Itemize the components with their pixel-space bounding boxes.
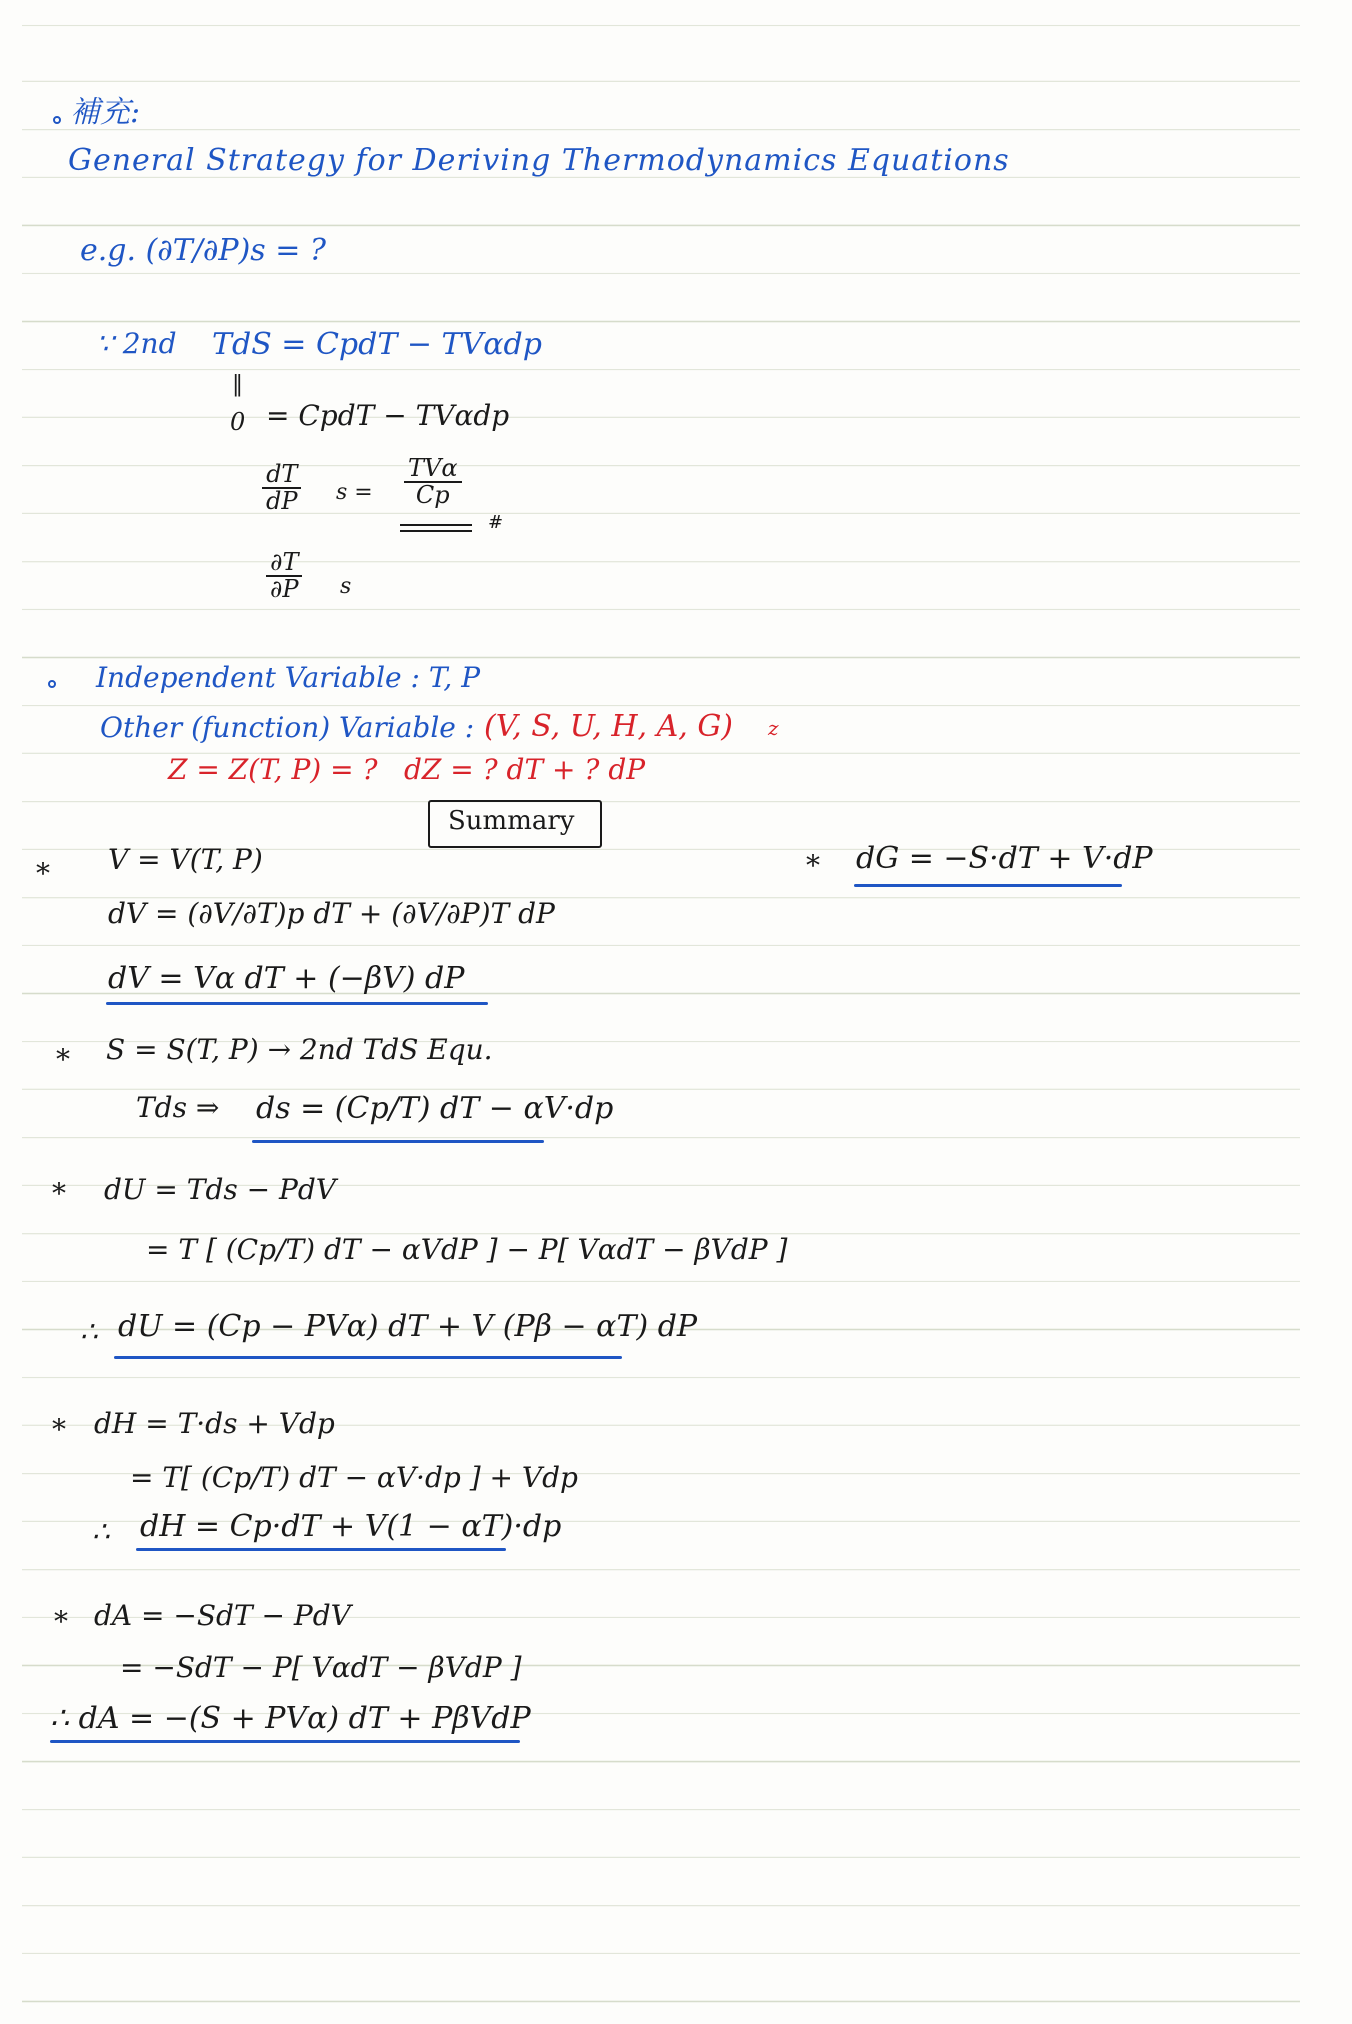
bullet-dot-icon <box>48 680 56 688</box>
supplement-label: 補充: <box>70 95 141 130</box>
end-mark: # <box>488 512 504 533</box>
right-margin <box>1300 0 1352 2024</box>
du-definition: dU = Tds − PdV <box>104 1173 336 1206</box>
partial-numerator: ∂T <box>266 550 302 577</box>
partial-subscript: s <box>340 574 352 599</box>
lhs-denominator: dP <box>266 487 298 516</box>
star-marker: * <box>52 1413 66 1446</box>
double-underline-bottom <box>400 530 472 532</box>
rhs-fraction <box>404 456 462 508</box>
star-marker: * <box>52 1177 66 1210</box>
lhs-subscript: s = <box>336 480 373 505</box>
therefore-mark: ∴ <box>80 1315 98 1348</box>
bullet-dot-icon <box>53 116 61 124</box>
tds-prefix: Tds ⇒ <box>136 1091 220 1124</box>
double-underline-top <box>400 524 472 526</box>
dh-underline <box>136 1548 506 1551</box>
ds-result: ds = (Cp/T) dT − αV·dp <box>256 1091 614 1126</box>
summary-label: Summary <box>448 806 575 836</box>
dv-partial: dV = (∂V/∂T)p dT + (∂V/∂P)T dP <box>108 897 555 930</box>
star-marker: * <box>36 857 50 890</box>
derivation-prefix: ∵ 2nd <box>96 327 177 360</box>
partial-fraction <box>266 550 303 602</box>
dg-underline <box>854 884 1122 887</box>
dz-definition: dZ = ? dT + ? dP <box>404 753 646 786</box>
lhs-fraction <box>262 462 302 514</box>
da-result: ∴ dA = −(S + PVα) dT + PβVdP <box>50 1701 531 1736</box>
du-result: dU = (Cp − PVα) dT + V (Pβ − αT) dP <box>118 1309 698 1344</box>
rhs-numerator: TVα <box>404 456 462 483</box>
page-title: General Strategy for Deriving Thermodynamics Equations <box>68 143 1010 178</box>
du-expansion: = T [ (Cp/T) dT − αVdP ] − P[ VαdT − βVdP ] <box>146 1233 788 1266</box>
star-marker: * <box>56 1043 70 1076</box>
independent-variable: Independent Variable : T, P <box>96 661 481 694</box>
tds-equation: TdS = CpdT − TVαdp <box>212 327 542 362</box>
equals-mark: ‖ <box>232 372 243 397</box>
other-variable-label: Other (function) Variable : <box>100 711 475 744</box>
dh-definition: dH = T·ds + Vdp <box>94 1407 335 1440</box>
z-mark: z <box>768 716 779 740</box>
dv-result: dV = Vα dT + (−βV) dP <box>108 961 465 996</box>
du-underline <box>114 1356 622 1359</box>
therefore-mark: ∴ <box>92 1515 110 1548</box>
other-variable-list: (V, S, U, H, A, G) <box>484 709 733 744</box>
star-marker: * <box>806 849 820 882</box>
z-definition: Z = Z(T, P) = ? <box>168 753 378 786</box>
ds-underline <box>252 1140 544 1143</box>
da-underline <box>50 1740 520 1743</box>
rhs-denominator: Cp <box>415 481 450 510</box>
s-definition: S = S(T, P) → 2nd TdS Equ. <box>106 1033 493 1066</box>
star-marker: * <box>54 1605 68 1638</box>
dh-result: dH = Cp·dT + V(1 − αT)·dp <box>140 1509 562 1544</box>
dg-result: dG = −S·dT + V·dP <box>856 841 1153 876</box>
dh-expansion: = T[ (Cp/T) dT − αV·dp ] + Vdp <box>130 1461 578 1494</box>
zero-value: 0 <box>230 408 246 436</box>
v-definition: V = V(T, P) <box>108 843 263 876</box>
da-expansion: = −SdT − P[ VαdT − βVdP ] <box>120 1651 522 1684</box>
dv-underline <box>106 1002 488 1005</box>
example-question: e.g. (∂T/∂P)s = ? <box>80 233 326 268</box>
derivation-line-2: = CpdT − TVαdp <box>266 399 510 432</box>
da-definition: dA = −SdT − PdV <box>94 1599 351 1632</box>
lhs-numerator: dT <box>262 462 301 489</box>
left-margin <box>0 0 22 2024</box>
partial-denominator: ∂P <box>270 575 299 604</box>
